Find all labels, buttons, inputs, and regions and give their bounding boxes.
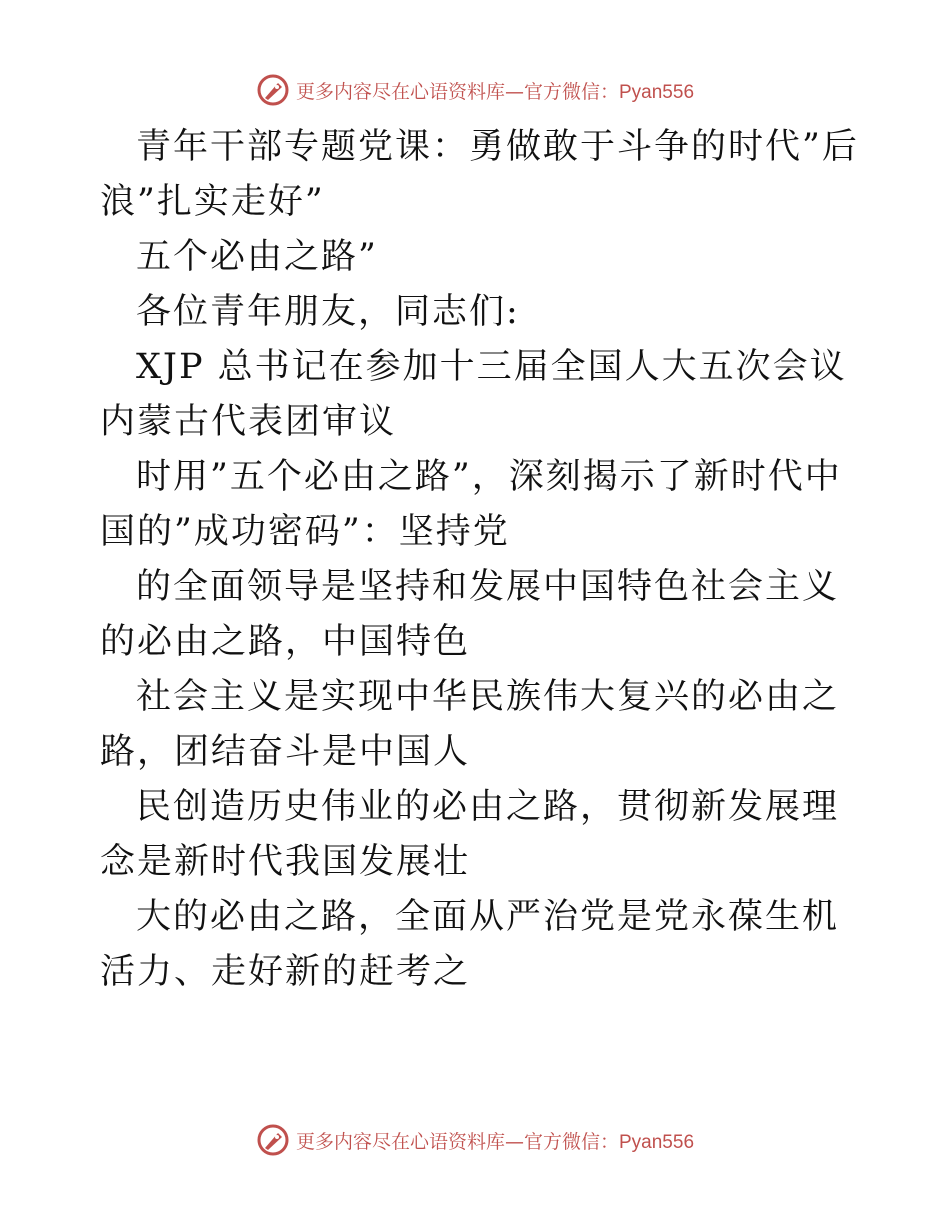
header-banner-handle: Pyan556 — [619, 81, 695, 103]
footer-banner-handle: Pyan556 — [619, 1131, 695, 1153]
paragraph-greeting: 各位青年朋友，同志们: — [136, 292, 520, 332]
header-banner-text — [296, 77, 694, 104]
paragraph: 民创造历史伟业的必由之路，贯彻新发展理念是新时代我国发展壮 — [100, 787, 840, 882]
pen-nib-logo-icon — [256, 1123, 290, 1157]
paragraph: 的全面领导是坚持和发展中国特色社会主义的必由之路，中国特色 — [100, 567, 840, 662]
header-banner-main: 更多内容尽在心语资料库 — [295, 80, 505, 103]
header-banner-dash: — — [504, 80, 524, 103]
paragraph: 大的必由之路，全面从严治党是党永葆生机活力、走好新的赶考之 — [100, 897, 840, 992]
footer-banner-main: 更多内容尽在心语资料库 — [295, 1130, 505, 1153]
header-banner-wechat: 官方微信： — [523, 80, 619, 103]
pen-nib-logo-icon — [256, 73, 290, 107]
paragraph-title: 青年干部专题党课：勇做敢于斗争的时代”后浪”扎实走好” — [100, 127, 859, 222]
paragraph: XJP 总书记在参加十三届全国人大五次会议内蒙古代表团审议 — [100, 347, 847, 442]
footer-banner-dash: — — [504, 1130, 524, 1153]
paragraph: 时用”五个必由之路”，深刻揭示了新时代中国的”成功密码”：坚持党 — [100, 457, 842, 552]
document-body — [100, 120, 860, 1000]
header-banner — [0, 68, 950, 112]
paragraph-subtitle: 五个必由之路” — [136, 237, 378, 277]
footer-banner-text — [296, 1127, 694, 1154]
footer-banner-wechat: 官方微信： — [523, 1130, 619, 1153]
footer-banner — [0, 1118, 950, 1162]
paragraph: 社会主义是实现中华民族伟大复兴的必由之路，团结奋斗是中国人 — [100, 677, 840, 772]
